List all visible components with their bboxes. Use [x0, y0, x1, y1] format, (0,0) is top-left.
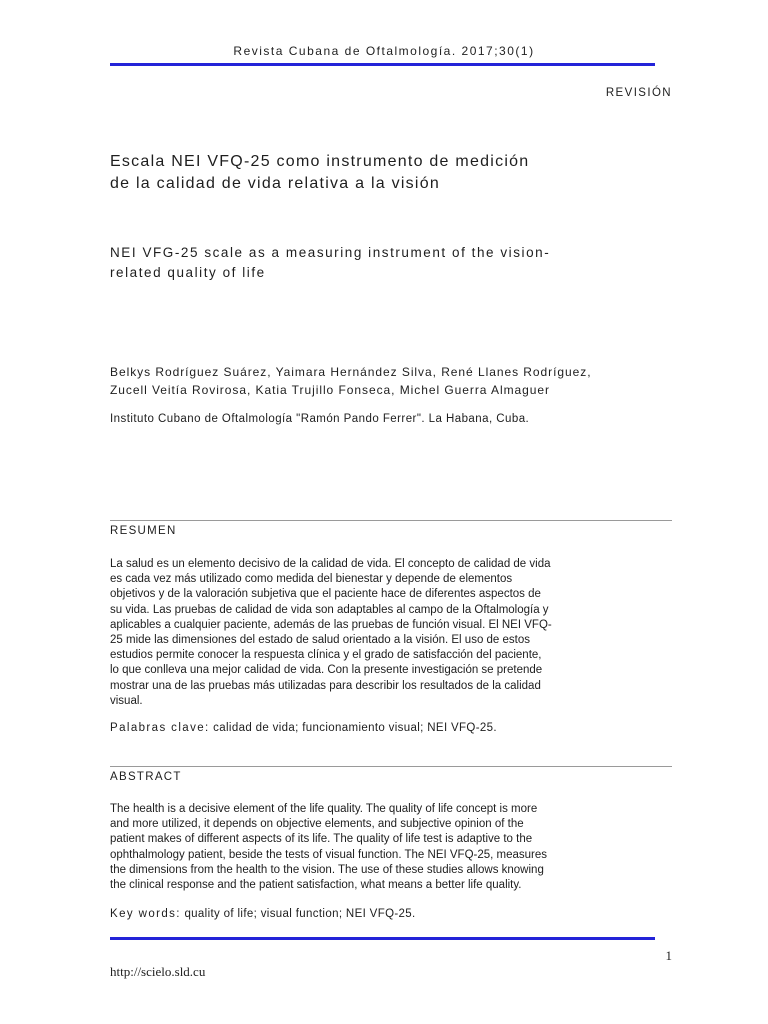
resumen-line: objetivos y de la valoración subjetiva que el paciente hace de diferentes aspectos de — [110, 588, 541, 601]
abstract-line: the dimensions from the health to the vision. The use of these studies allows knowing — [110, 863, 544, 876]
abstract-line: The health is a decisive element of the life quality. The quality of life concept is more — [110, 803, 538, 815]
resumen-keywords — [110, 722, 670, 734]
title-english — [110, 243, 670, 283]
resumen-line: La salud es un elemento decisivo de la calidad de vida. El concepto de calidad de vida — [110, 558, 551, 570]
resumen-line: estudios permite conocer la respuesta clínica y el grado de satisfacción del paciente, — [110, 649, 542, 662]
resumen-line: 25 mide las dimensiones del estado de salud orientado a la visión. El uso de estos — [110, 634, 531, 647]
abstract-line: ophthalmology patient, beside the tests of visual function. The NEI VFQ-25, measures — [110, 848, 548, 861]
author-list — [110, 363, 672, 399]
abstract-line: the clinical response and the patient satisfaction, what means a better life quality. — [110, 879, 522, 892]
section-tag: REVISIÓN — [605, 87, 672, 99]
resumen-line: es cada vez más utilizado como medida del bienestar y depende de elementos — [110, 573, 513, 586]
header-rule — [110, 63, 655, 66]
resumen-body — [110, 557, 670, 709]
keywords-label: Palabras clave: — [110, 722, 210, 734]
journal-header: Revista Cubana de Oftalmología. 2017;30(1) — [233, 44, 535, 58]
keywords-text: quality of life; visual function; NEI VFQ-25. — [184, 908, 416, 920]
resumen-line: lo que conlleva una mejor calidad de vida. Con la presente investigación se pretende — [110, 664, 543, 677]
author-line: Belkys Rodríguez Suárez, Yaimara Hernández Silva, René Llanes Rodríguez, — [110, 365, 592, 379]
abstract-line: patient makes of different aspects of its life. The quality of life test is adaptive to the — [110, 833, 533, 846]
abstract-heading: ABSTRACT — [110, 771, 182, 783]
footer-url: http://scielo.sld.cu — [110, 964, 206, 979]
keywords-text: calidad de vida; funcionamiento visual; NEI VFQ-25. — [213, 722, 497, 734]
abstract-body — [110, 802, 670, 893]
abstract-line: and more utilized, it depends on objective elements, and subjective opinion of the — [110, 818, 524, 831]
footer-rule — [110, 937, 655, 940]
abstract-keywords — [110, 908, 670, 920]
keywords-label: Key words: — [110, 908, 181, 920]
resumen-line: visual. — [110, 694, 143, 707]
resumen-line: aplicables a cualquier paciente, además de las pruebas de función visual. El NEI VFQ- — [110, 618, 552, 631]
title-english-line: NEI VFG-25 scale as a measuring instrument of the vision- — [110, 245, 551, 260]
affiliation: Instituto Cubano de Oftalmología "Ramón Pando Ferrer". La Habana, Cuba. — [110, 413, 530, 425]
title-spanish — [110, 151, 650, 195]
title-spanish-line: de la calidad de vida relativa a la visión — [110, 175, 440, 192]
resumen-rule — [110, 520, 672, 521]
resumen-line: mostrar una de las pruebas más utilizadas para describir los resultados de la calidad — [110, 679, 541, 692]
title-english-line: related quality of life — [110, 265, 266, 280]
resumen-line: su vida. Las pruebas de calidad de vida son adaptables al campo de la Oftalmología y — [110, 603, 549, 616]
author-line: Zucell Veitía Rovirosa, Katia Trujillo Fonseca, Michel Guerra Almaguer — [110, 383, 550, 397]
page-number: 1 — [665, 948, 672, 963]
title-spanish-line: Escala NEI VFQ-25 como instrumento de medición — [110, 153, 530, 170]
abstract-rule — [110, 766, 672, 767]
resumen-heading: RESUMEN — [110, 525, 177, 537]
